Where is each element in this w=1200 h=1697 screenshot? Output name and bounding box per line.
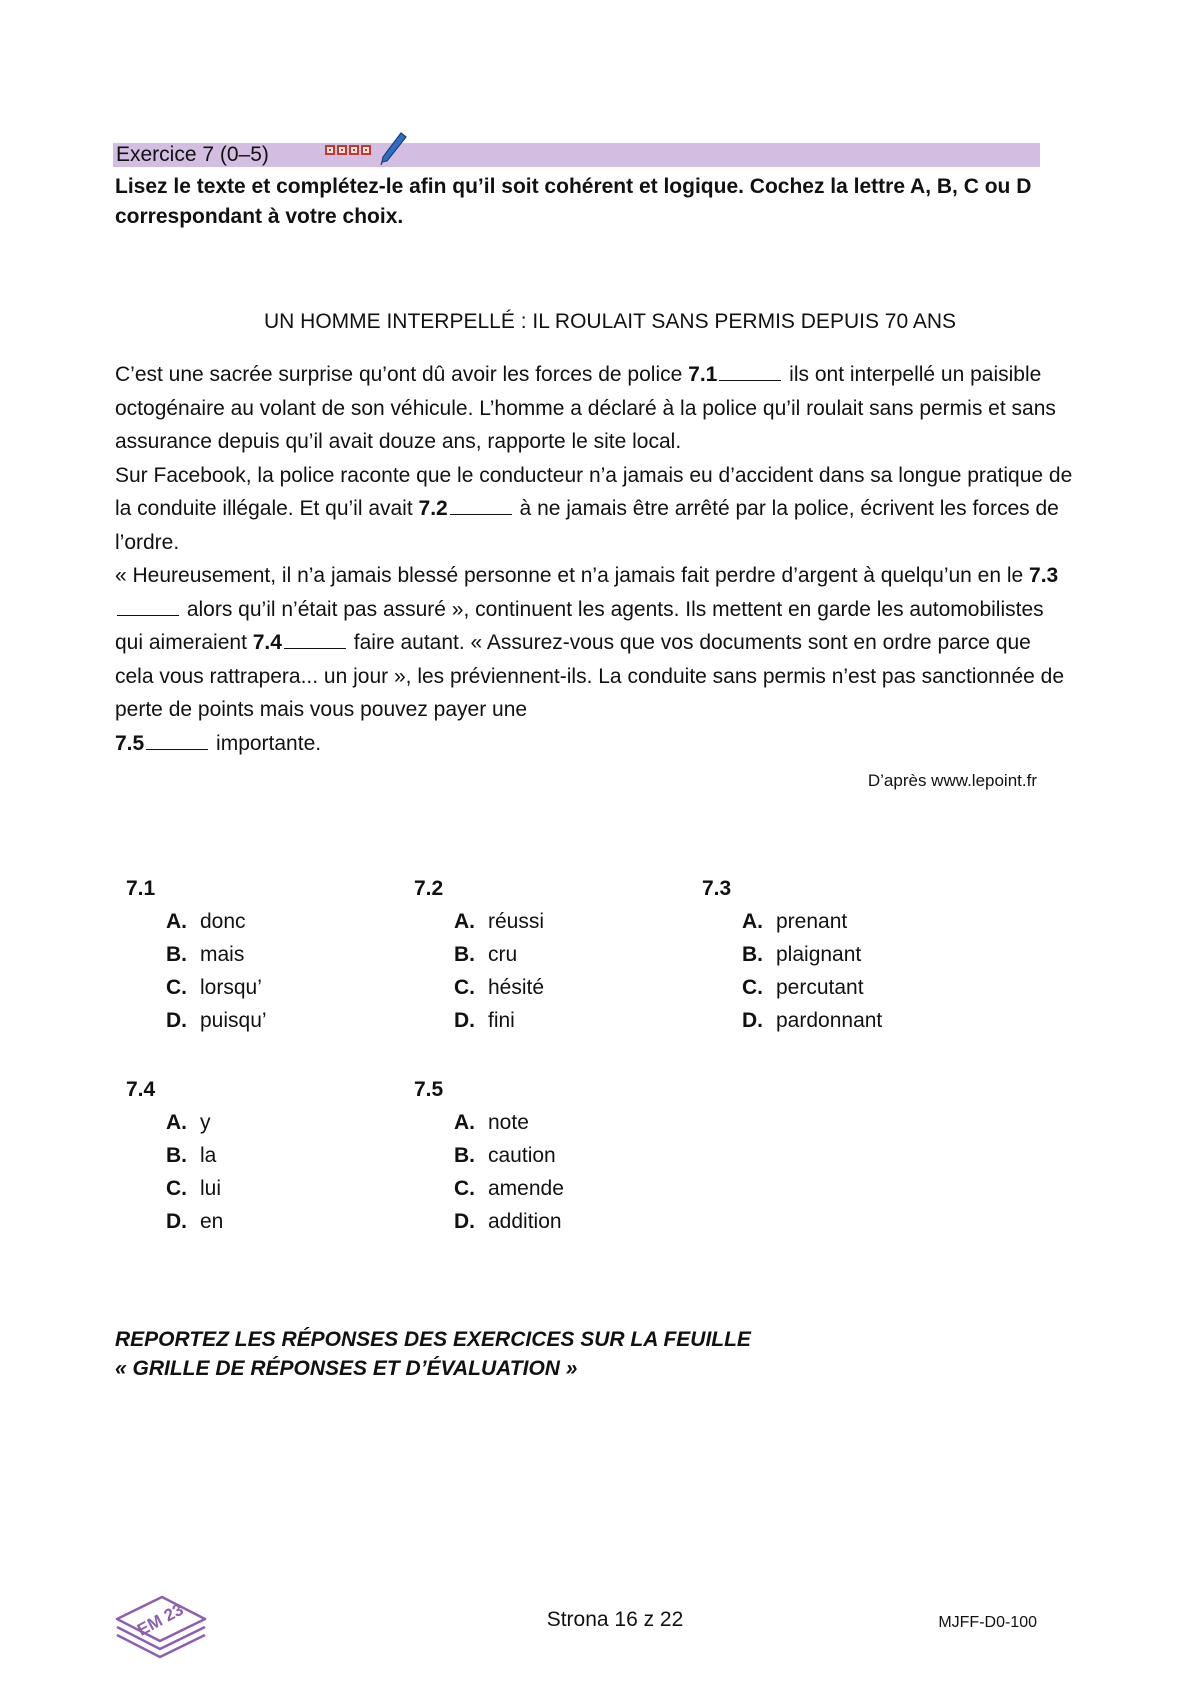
question-number: 7.4 xyxy=(126,1078,156,1101)
option-a[interactable]: A. donc xyxy=(166,910,246,933)
option-c[interactable]: C. percutant xyxy=(742,976,864,999)
logo-text: EM 23 xyxy=(134,1599,187,1640)
exercise-header-bar xyxy=(113,143,1040,167)
option-b[interactable]: B. mais xyxy=(166,943,245,966)
answer-blank xyxy=(450,496,512,515)
page-number: Strona 16 z 22 xyxy=(546,1608,684,1631)
option-d[interactable]: D. puisqu’ xyxy=(166,1009,267,1032)
option-c[interactable]: C. hésité xyxy=(454,976,545,999)
option-c[interactable]: C. amende xyxy=(454,1177,564,1200)
option-d[interactable]: D. en xyxy=(166,1210,224,1233)
option-b[interactable]: B. la xyxy=(166,1144,217,1167)
option-a[interactable]: A. prenant xyxy=(742,910,848,933)
option-c[interactable]: C. lui xyxy=(166,1177,222,1200)
option-d[interactable]: D. fini xyxy=(454,1009,515,1032)
answer-blank xyxy=(719,362,781,381)
article-title: UN HOMME INTERPELLÉ : IL ROULAIT SANS PERMIS DEPUIS 70 ANS xyxy=(263,310,956,333)
gap-label: 7.1 xyxy=(688,363,718,386)
option-a[interactable]: A. note xyxy=(454,1111,529,1134)
writing-task-icon xyxy=(325,135,415,169)
question-7-4 xyxy=(126,1078,376,1238)
article-paragraph: « Heureusement, il n’a jamais blessé personne et n’a jamais fait perdre d’argent à quelqu’un en le 7.3 alors qu’il n’était pas assuré », continuent les agents. Ils mettent en garde les automobilistes qui aimeraient 7.4 faire autant. « Assurez-vous que vos documents sont en ordre parce que cela vous rattrapera... un jour », les préviennent-ils. La conduite sans permis n’est pas sanctionnée de perte de points mais vous pouvez payer une 7.5 importante. xyxy=(115,564,1065,755)
exercise-instruction: Lisez le texte et complétez-le afin qu’il soit cohérent et logique. Cochez la lettre A, B, C ou D correspondant à votre choix. xyxy=(115,175,1032,228)
answer-blank xyxy=(117,597,179,616)
question-7-3 xyxy=(702,877,962,1037)
article-source: D’après www.lepoint.fr xyxy=(867,771,1037,790)
option-d[interactable]: D. addition xyxy=(454,1210,562,1233)
exercise-title: Exercice 7 (0–5) xyxy=(116,143,269,166)
question-number: 7.3 xyxy=(702,877,732,900)
option-a[interactable]: A. réussi xyxy=(454,910,545,933)
question-number: 7.1 xyxy=(126,877,156,900)
answer-blank xyxy=(284,630,346,649)
question-7-5 xyxy=(414,1078,664,1238)
gap-label: 7.5 xyxy=(115,731,145,755)
article-paragraph: Sur Facebook, la police raconte que le conducteur n’a jamais eu d’accident dans sa longue pratique de la conduite illégale. Et qu’il avait 7.2 à ne jamais être arrêté par la police, écrivent les forces de l’ordre. xyxy=(115,463,1073,554)
gap-label: 7.2 xyxy=(418,497,448,520)
option-b[interactable]: B. caution xyxy=(454,1144,556,1167)
option-b[interactable]: B. plaignant xyxy=(742,943,862,966)
gap-label: 7.3 xyxy=(1029,564,1059,587)
option-a[interactable]: A. y xyxy=(166,1111,211,1134)
article-body xyxy=(115,358,1075,760)
answer-blank xyxy=(146,731,208,750)
document-code: MJFF-D0-100 xyxy=(938,1614,1037,1631)
option-d[interactable]: D. pardonnant xyxy=(742,1009,883,1032)
pen-icon xyxy=(379,131,409,171)
article-paragraph: C’est une sacrée surprise qu’ont dû avoir les forces de police 7.1 ils ont interpellé un paisible octogénaire au volant de son véhicule. L’homme a déclaré à la police qu’il roulait sans permis et sans assurance depuis qu’il avait douze ans, rapporte le site local. xyxy=(115,363,1056,453)
question-number: 7.2 xyxy=(414,877,444,900)
question-number: 7.5 xyxy=(414,1078,444,1101)
option-c[interactable]: C. lorsqu’ xyxy=(166,976,262,999)
question-7-2 xyxy=(414,877,664,1037)
option-b[interactable]: B. cru xyxy=(454,943,518,966)
gap-label: 7.4 xyxy=(252,631,282,654)
report-instruction: REPORTEZ LES RÉPONSES DES EXERCICES SUR LA FEUILLE « GRILLE DE RÉPONSES ET D’ÉVALUATION » xyxy=(115,1328,751,1380)
question-7-1 xyxy=(126,877,376,1037)
